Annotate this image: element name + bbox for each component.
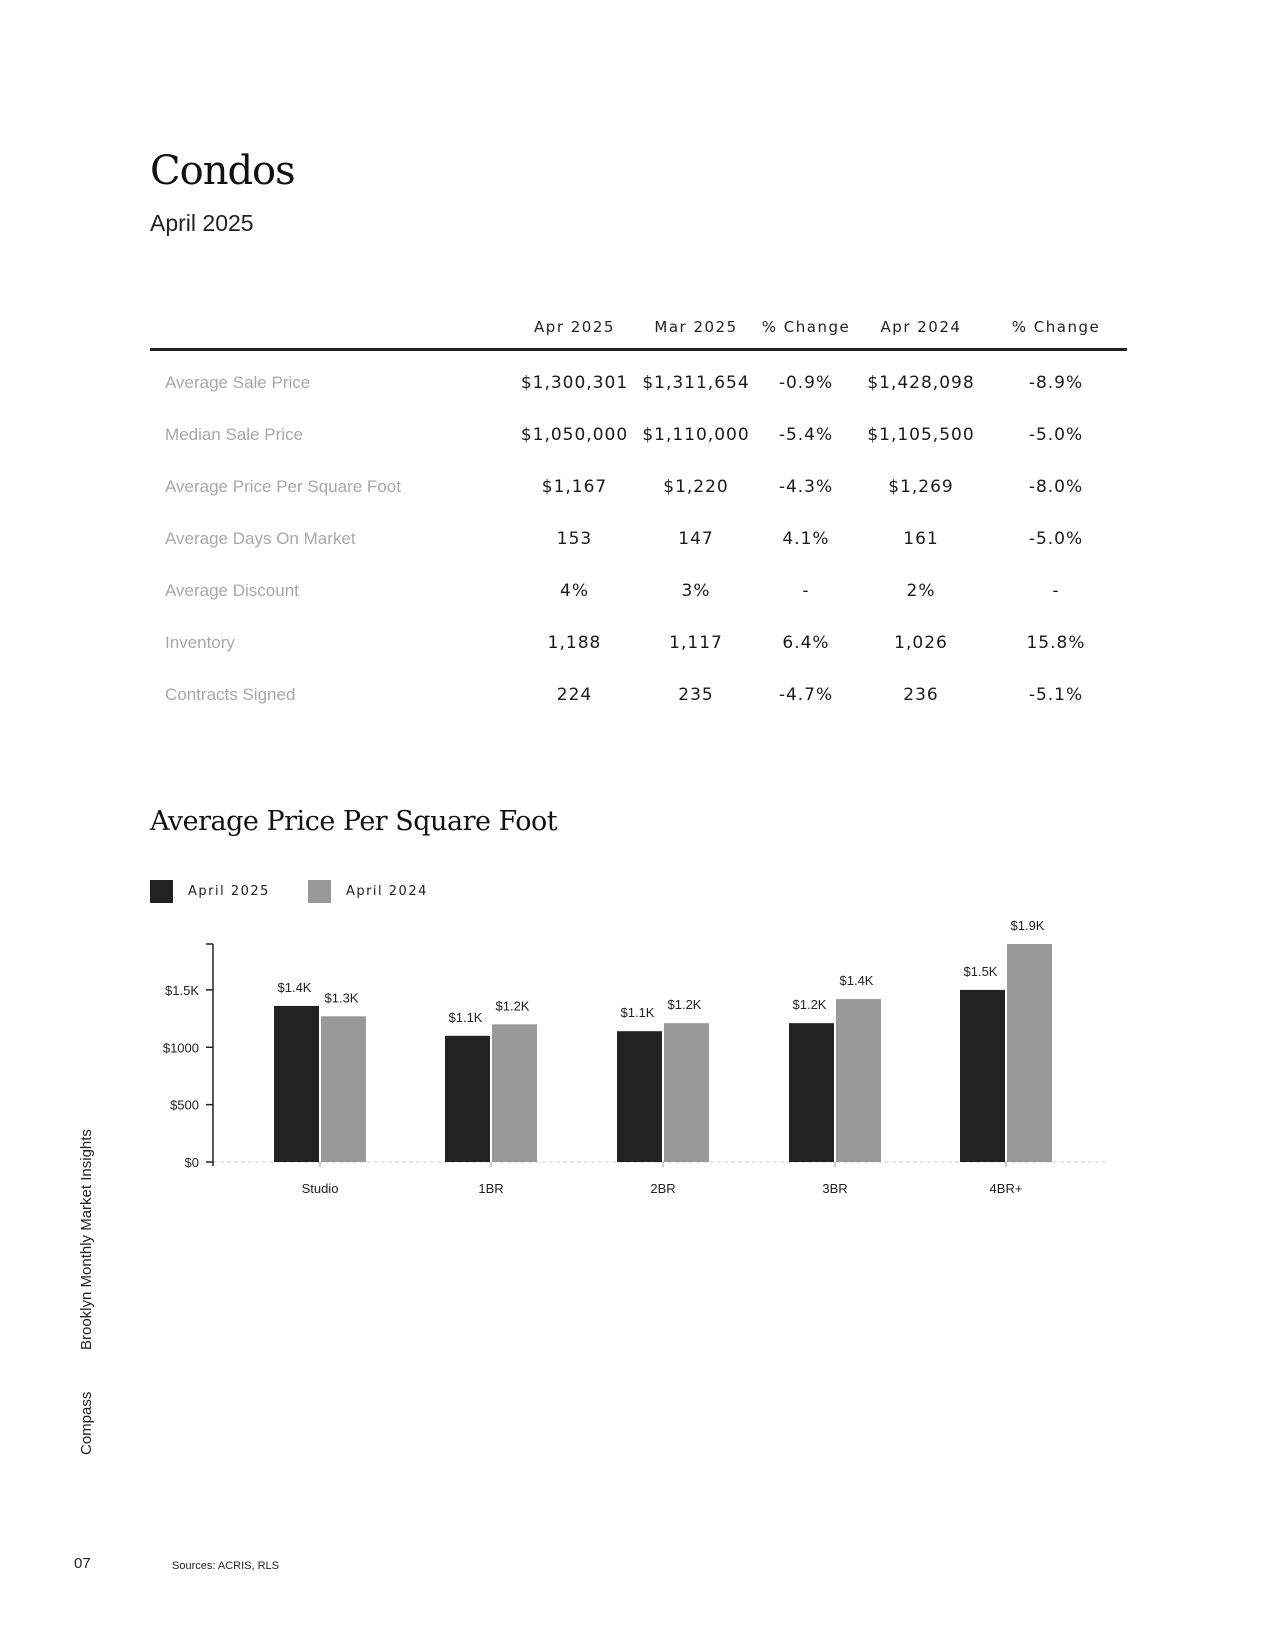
table-header-cell: Mar 2025 — [654, 318, 738, 336]
x-tick-label: 1BR — [478, 1181, 504, 1196]
data-label: $1.1K — [448, 1009, 483, 1025]
table-header-cell: % Change — [1011, 318, 1101, 336]
row-label: Average Discount — [165, 581, 299, 600]
table-cell: -8.9% — [1028, 373, 1084, 393]
table-cell: -4.3% — [778, 477, 834, 497]
x-tick-label: Studio — [301, 1181, 339, 1196]
bar — [492, 1024, 537, 1162]
row-label: Average Price Per Square Foot — [165, 477, 401, 496]
x-tick-label: 4BR+ — [989, 1181, 1023, 1196]
table-cell: 2% — [906, 581, 936, 601]
table-cell: 1,117 — [669, 633, 723, 653]
table-cell: 161 — [903, 529, 939, 549]
table-cell: 4.1% — [782, 529, 830, 549]
page-number: 07 — [74, 1555, 91, 1572]
table-cell: $1,269 — [888, 477, 954, 497]
data-label: $1.5K — [963, 963, 998, 979]
table-cell: - — [802, 581, 810, 601]
bar — [1007, 944, 1052, 1162]
table-cell: -5.1% — [1028, 685, 1084, 705]
table-header-cell: Apr 2024 — [880, 318, 962, 336]
table-cell: $1,110,000 — [642, 425, 750, 445]
page-title: Condos — [150, 148, 295, 194]
table-cell: $1,428,098 — [867, 373, 975, 393]
table-cell: 235 — [678, 685, 714, 705]
y-tick-label: $1.5K — [165, 982, 199, 998]
data-label: $1.2K — [495, 998, 530, 1014]
legend-label: April 2025 — [188, 884, 270, 899]
data-label: $1.2K — [792, 997, 827, 1013]
table-cell: -0.9% — [778, 373, 834, 393]
bar — [445, 1036, 490, 1162]
x-tick-label: 3BR — [822, 1181, 848, 1196]
bar — [617, 1031, 662, 1162]
table-cell: 6.4% — [782, 633, 830, 653]
row-label: Contracts Signed — [165, 685, 296, 704]
table-cell: $1,050,000 — [520, 425, 629, 445]
table-cell: $1,167 — [541, 477, 608, 497]
legend-label: April 2024 — [345, 884, 428, 899]
data-label: $1.2K — [667, 997, 702, 1013]
row-label: Inventory — [165, 633, 235, 652]
chart-title: Average Price Per Square Foot — [150, 806, 558, 837]
table-cell: $1,220 — [663, 477, 729, 497]
data-label: $1.3K — [324, 990, 359, 1006]
bar — [960, 990, 1005, 1162]
data-label: $1.4K — [277, 979, 312, 995]
row-label: Average Days On Market — [165, 529, 356, 548]
row-label: Average Sale Price — [165, 373, 311, 392]
row-label: Median Sale Price — [165, 425, 303, 444]
data-label: $1.9K — [1010, 918, 1045, 933]
table-cell: 3% — [681, 581, 711, 601]
table-cell: -4.7% — [778, 685, 834, 705]
table-cell: -5.4% — [778, 425, 834, 445]
data-label: $1.1K — [620, 1005, 655, 1021]
table-cell: - — [1052, 581, 1060, 601]
bar — [274, 1006, 319, 1162]
table-cell: 4% — [560, 581, 589, 601]
y-tick-label: $500 — [170, 1097, 199, 1113]
bar — [664, 1023, 709, 1162]
x-tick-label: 2BR — [650, 1181, 676, 1196]
table-cell: 1,188 — [547, 633, 602, 653]
table-cell: 236 — [903, 685, 939, 705]
data-label: $1.4K — [839, 973, 874, 989]
table-cell: 1,026 — [894, 633, 948, 653]
table-cell: $1,300,301 — [520, 373, 629, 393]
table-cell: -5.0% — [1028, 529, 1084, 549]
table-header-cell: % Change — [761, 318, 851, 336]
table-cell: 147 — [678, 529, 714, 549]
table-cell: 15.8% — [1026, 633, 1086, 653]
table-cell: -8.0% — [1028, 477, 1084, 497]
table-cell: $1,311,654 — [642, 373, 750, 393]
bar — [789, 1023, 834, 1162]
table-cell: -5.0% — [1028, 425, 1084, 445]
sources-note: Sources: ACRIS, RLS — [172, 1560, 279, 1572]
bar — [321, 1016, 366, 1162]
y-tick-label: $1000 — [162, 1040, 199, 1056]
table-header-cell: Apr 2025 — [534, 318, 615, 336]
page-subtitle: April 2025 — [150, 210, 254, 236]
table-cell: 153 — [556, 529, 593, 549]
table-cell: $1,105,500 — [867, 425, 975, 445]
bar — [836, 999, 881, 1162]
y-tick-label: $0 — [184, 1155, 199, 1170]
side-brand: Compass — [78, 1391, 95, 1455]
table-cell: 224 — [556, 685, 593, 705]
side-report-title: Brooklyn Monthly Market Insights — [78, 1129, 95, 1350]
